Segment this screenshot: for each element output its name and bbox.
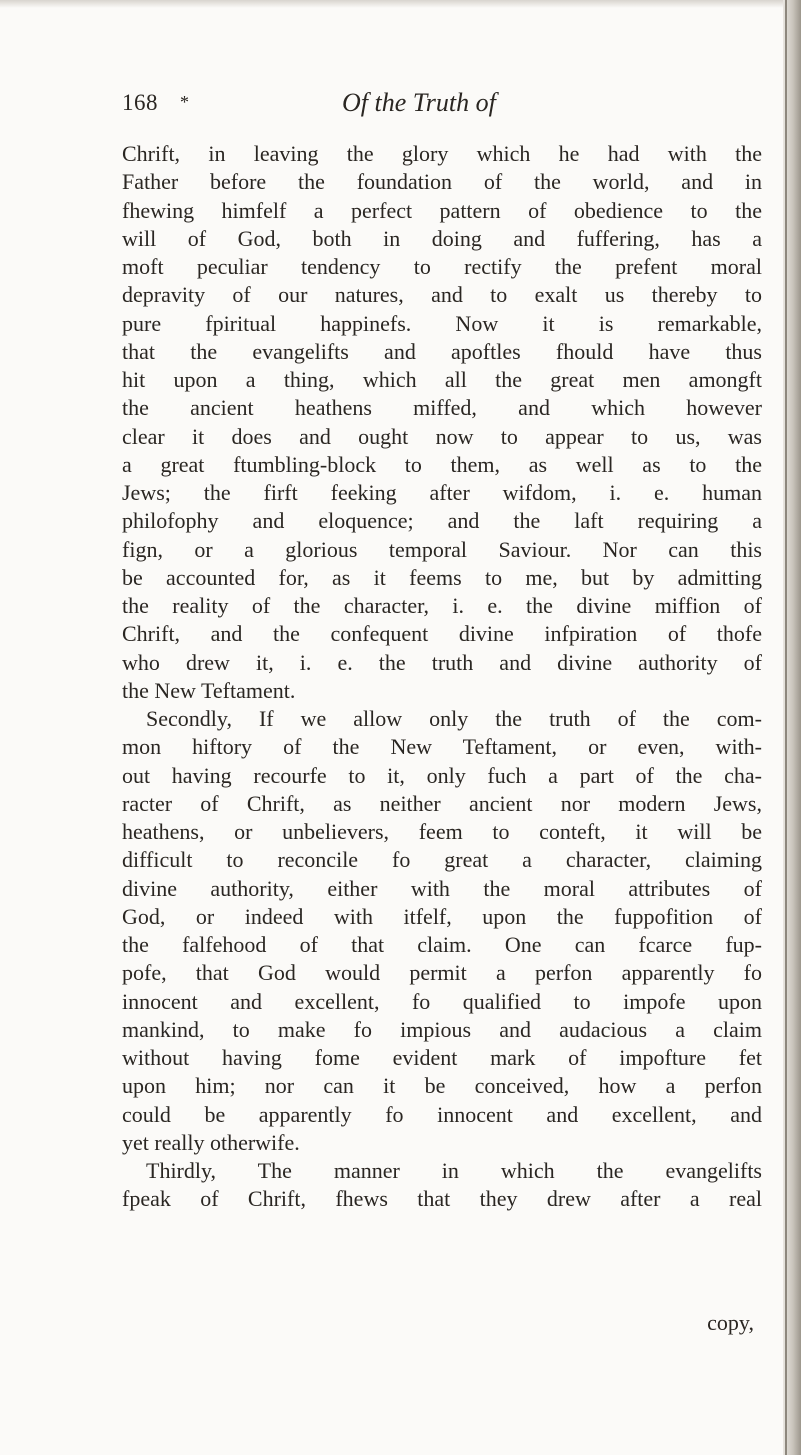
text-line: God, or indeed with itfelf, upon the fuppofition of: [122, 903, 762, 929]
running-head: [122, 90, 722, 126]
text-line: fhewing himfelf a perfect pattern of obedience to the: [122, 197, 762, 223]
text-line: innocent and excellent, fo qualified to impofe upon: [122, 988, 762, 1014]
text-line: pure fpiritual happinefs. Now it is remarkable,: [122, 310, 762, 336]
text-line: fign, or a glorious temporal Saviour. Nor can this: [122, 536, 762, 562]
page-top-shadow: [0, 0, 783, 8]
text-line: without having fome evident mark of impofture fet: [122, 1045, 762, 1070]
text-line: pofe, that God would permit a perfon apparently fo: [122, 960, 762, 986]
text-line: Secondly, If we allow only the truth of the com-: [146, 706, 762, 731]
text-line: the reality of the character, i. e. the divine miffion of: [122, 593, 762, 618]
catchword: copy,: [707, 1310, 754, 1335]
text-line: upon him; nor can it be conceived, how a perfon: [122, 1073, 762, 1099]
text-line: out having recourfe to it, only fuch a part of the cha-: [122, 762, 762, 788]
text-line: Chrift, in leaving the glory which he had with the: [122, 141, 762, 166]
text-line: Father before the foundation of the world, and in: [122, 169, 762, 195]
text-line: the falfehood of that claim. One can fcarce fup-: [122, 932, 762, 957]
body-text: [122, 140, 762, 1214]
book-gutter-edge: [783, 0, 801, 1455]
text-line: yet really otherwife.: [122, 1129, 300, 1155]
text-line: difficult to reconcile fo great a character, claiming: [122, 847, 762, 873]
text-line: Thirdly, The manner in which the evangelifts: [146, 1158, 762, 1183]
text-line: the New Teftament.: [122, 677, 296, 703]
text-line: mankind, to make fo impious and audacious a claim: [122, 1016, 762, 1042]
text-line: fpeak of Chrift, fhews that they drew after a real: [122, 1186, 762, 1212]
text-line: hit upon a thing, which all the great men amongft: [122, 367, 762, 392]
running-head-mark: *: [180, 92, 189, 112]
text-line: heathens, or unbelievers, feem to conteft, it will be: [122, 819, 762, 844]
text-line: Jews; the firft feeking after wifdom, i. e. human: [122, 480, 762, 505]
text-line: depravity of our natures, and to exalt us thereby to: [122, 282, 762, 308]
page-number: 168: [122, 90, 158, 115]
text-line: racter of Chrift, as neither ancient nor modern Jews,: [122, 790, 762, 816]
text-line: could be apparently fo innocent and excellent, and: [122, 1101, 762, 1127]
running-title: Of the Truth of: [342, 88, 496, 117]
text-line: be accounted for, as it feems to me, but by admitting: [122, 564, 762, 590]
text-line: clear it does and ought now to appear to us, was: [122, 423, 762, 449]
text-line: divine authority, either with the moral attributes of: [122, 875, 762, 901]
text-line: that the evangelifts and apoftles fhould have thus: [122, 338, 762, 364]
text-line: a great ftumbling-block to them, as well as to the: [122, 451, 762, 477]
text-line: the ancient heathens miffed, and which however: [122, 395, 762, 421]
text-line: philofophy and eloquence; and the laft requiring a: [122, 508, 762, 534]
text-line: who drew it, i. e. the truth and divine authority of: [122, 649, 762, 675]
text-line: will of God, both in doing and fuffering, has a: [122, 225, 762, 251]
text-line: moft peculiar tendency to rectify the prefent moral: [122, 254, 762, 279]
text-line: mon hiftory of the New Teftament, or even, with-: [122, 734, 762, 760]
text-line: Chrift, and the confequent divine infpiration of thofe: [122, 621, 762, 647]
